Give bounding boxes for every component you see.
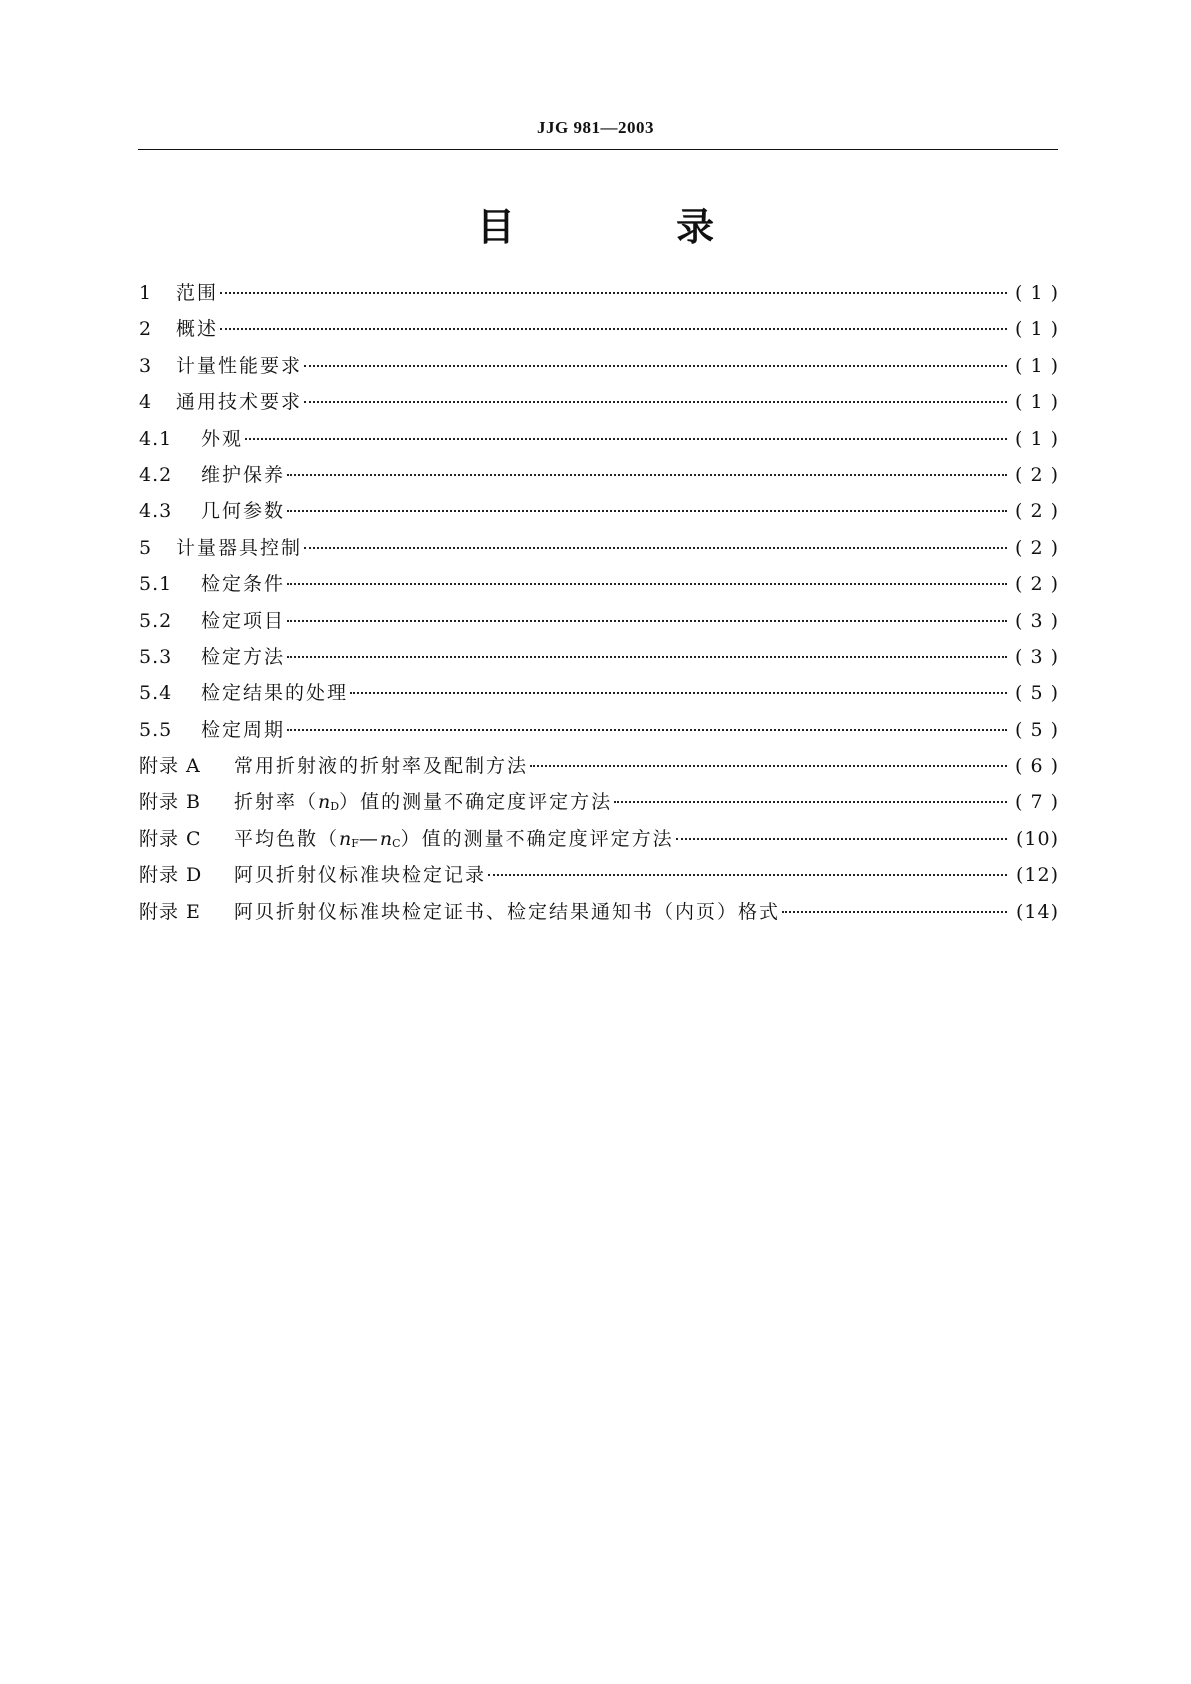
dot-leader bbox=[287, 729, 1007, 731]
entry-title: 范围 bbox=[176, 282, 219, 304]
dot-leader bbox=[287, 620, 1007, 622]
dot-leader bbox=[220, 328, 1007, 330]
toc-entry-4-1[interactable] bbox=[139, 424, 1059, 460]
entry-title: 阿贝折射仪标准块检定证书、检定结果通知书（内页）格式 bbox=[234, 900, 781, 923]
dot-leader bbox=[287, 474, 1007, 476]
entry-number: 5.4 bbox=[139, 682, 173, 705]
entry-title bbox=[234, 787, 612, 814]
dot-leader bbox=[220, 292, 1007, 294]
entry-page: ( 1 ) bbox=[1015, 427, 1059, 450]
entry-page: ( 3 ) bbox=[1015, 609, 1059, 632]
toc-entry-4[interactable] bbox=[139, 387, 1059, 423]
toc-entry-5-5[interactable] bbox=[139, 715, 1059, 751]
entry-page: ( 5 ) bbox=[1015, 682, 1059, 705]
toc-entry-appendix-a[interactable] bbox=[139, 751, 1059, 787]
dot-leader bbox=[530, 765, 1007, 767]
toc-entry-1[interactable] bbox=[139, 278, 1059, 314]
entry-number: 附录 E bbox=[139, 900, 201, 923]
dot-leader bbox=[304, 365, 1007, 367]
standard-code: JJG 981—2003 bbox=[537, 118, 654, 137]
entry-page: ( 5 ) bbox=[1015, 718, 1059, 741]
toc-entry-appendix-b[interactable] bbox=[139, 787, 1059, 823]
entry-title: 检定方法 bbox=[201, 645, 286, 668]
entry-page: ( 3 ) bbox=[1015, 645, 1059, 668]
toc-entry-3[interactable] bbox=[139, 351, 1059, 387]
entry-page: ( 1 ) bbox=[1015, 282, 1059, 304]
toc-entry-appendix-d[interactable] bbox=[139, 860, 1059, 896]
dot-leader bbox=[304, 547, 1007, 549]
subscript-c: C bbox=[392, 836, 401, 850]
toc-entry-5-1[interactable] bbox=[139, 569, 1059, 605]
toc-entry-appendix-e[interactable] bbox=[139, 897, 1059, 933]
entry-page: ( 1 ) bbox=[1015, 318, 1059, 341]
minus-sign: — bbox=[358, 827, 380, 850]
dot-leader bbox=[304, 401, 1007, 403]
dot-leader bbox=[782, 911, 1007, 913]
dot-leader bbox=[350, 692, 1007, 694]
entry-page: ( 2 ) bbox=[1015, 536, 1059, 559]
entry-number: 附录 B bbox=[139, 791, 202, 814]
dot-leader bbox=[676, 838, 1007, 840]
entry-page: ( 2 ) bbox=[1015, 573, 1059, 596]
entry-page: ( 7 ) bbox=[1015, 791, 1059, 814]
title-part: 折射率（ bbox=[234, 791, 319, 814]
entry-number: 1 bbox=[139, 282, 153, 304]
subscript-f: F bbox=[351, 836, 359, 850]
entry-number: 4.1 bbox=[139, 427, 173, 450]
entry-title: 外观 bbox=[201, 427, 244, 450]
entry-number: 5.3 bbox=[139, 645, 173, 668]
title-part: 平均色散（ bbox=[234, 827, 340, 850]
entry-number: 5.5 bbox=[139, 718, 173, 741]
entry-title: 检定结果的处理 bbox=[201, 682, 349, 705]
toc-entry-5[interactable] bbox=[139, 533, 1059, 569]
toc-entry-5-3[interactable] bbox=[139, 642, 1059, 678]
symbol-n: n bbox=[379, 827, 393, 850]
entry-title: 阿贝折射仪标准块检定记录 bbox=[234, 864, 487, 887]
entry-page: ( 2 ) bbox=[1015, 500, 1059, 523]
entry-title: 维护保养 bbox=[201, 463, 286, 486]
entry-page: ( 1 ) bbox=[1015, 354, 1059, 377]
toc-title: 目 录 bbox=[476, 205, 789, 249]
subscript-d: D bbox=[330, 800, 340, 814]
entry-title: 常用折射液的折射率及配制方法 bbox=[234, 755, 529, 778]
entry-number: 4.2 bbox=[139, 463, 173, 486]
header-rule bbox=[138, 149, 1058, 150]
dot-leader bbox=[614, 801, 1007, 803]
entry-title: 计量性能要求 bbox=[176, 354, 303, 377]
entry-title: 通用技术要求 bbox=[176, 391, 303, 414]
entry-page: (12) bbox=[1015, 864, 1059, 887]
entry-number: 5.1 bbox=[139, 573, 173, 596]
entry-title: 几何参数 bbox=[201, 500, 286, 523]
entry-number: 5.2 bbox=[139, 609, 173, 632]
entry-number: 附录 A bbox=[139, 755, 201, 778]
entry-title: 检定项目 bbox=[201, 609, 286, 632]
toc-entry-4-2[interactable] bbox=[139, 460, 1059, 496]
symbol-n: n bbox=[339, 827, 352, 850]
dot-leader bbox=[287, 656, 1007, 658]
entry-page: (14) bbox=[1015, 900, 1059, 923]
title-part: ）值的测量不确定度评定方法 bbox=[339, 791, 613, 814]
toc-entry-5-2[interactable] bbox=[139, 606, 1059, 642]
toc-entry-2[interactable] bbox=[139, 314, 1059, 350]
entry-title: 计量器具控制 bbox=[176, 536, 303, 559]
entry-number: 3 bbox=[139, 354, 153, 377]
dot-leader bbox=[488, 874, 1007, 876]
entry-number: 4.3 bbox=[139, 500, 173, 523]
entry-title: 检定周期 bbox=[201, 718, 286, 741]
entry-title: 检定条件 bbox=[201, 573, 286, 596]
dot-leader bbox=[245, 438, 1007, 440]
symbol-n: n bbox=[318, 791, 331, 814]
entry-number: 附录 D bbox=[139, 864, 203, 887]
dot-leader bbox=[287, 510, 1007, 512]
entry-number: 2 bbox=[139, 318, 153, 341]
entry-page: ( 2 ) bbox=[1015, 463, 1059, 486]
toc-entry-4-3[interactable] bbox=[139, 496, 1059, 532]
entry-page: (10) bbox=[1015, 827, 1059, 850]
toc-entry-appendix-c[interactable] bbox=[139, 824, 1059, 860]
entry-number: 5 bbox=[139, 536, 153, 559]
entry-number: 4 bbox=[139, 391, 153, 414]
toc-entry-5-4[interactable] bbox=[139, 678, 1059, 714]
entry-page: ( 1 ) bbox=[1015, 391, 1059, 414]
table-of-contents bbox=[139, 278, 1059, 933]
entry-number: 附录 C bbox=[139, 827, 202, 850]
entry-page: ( 6 ) bbox=[1015, 755, 1059, 778]
entry-title bbox=[234, 824, 674, 851]
title-part: ）值的测量不确定度评定方法 bbox=[400, 827, 674, 850]
entry-title: 概述 bbox=[176, 318, 219, 341]
dot-leader bbox=[287, 583, 1007, 585]
